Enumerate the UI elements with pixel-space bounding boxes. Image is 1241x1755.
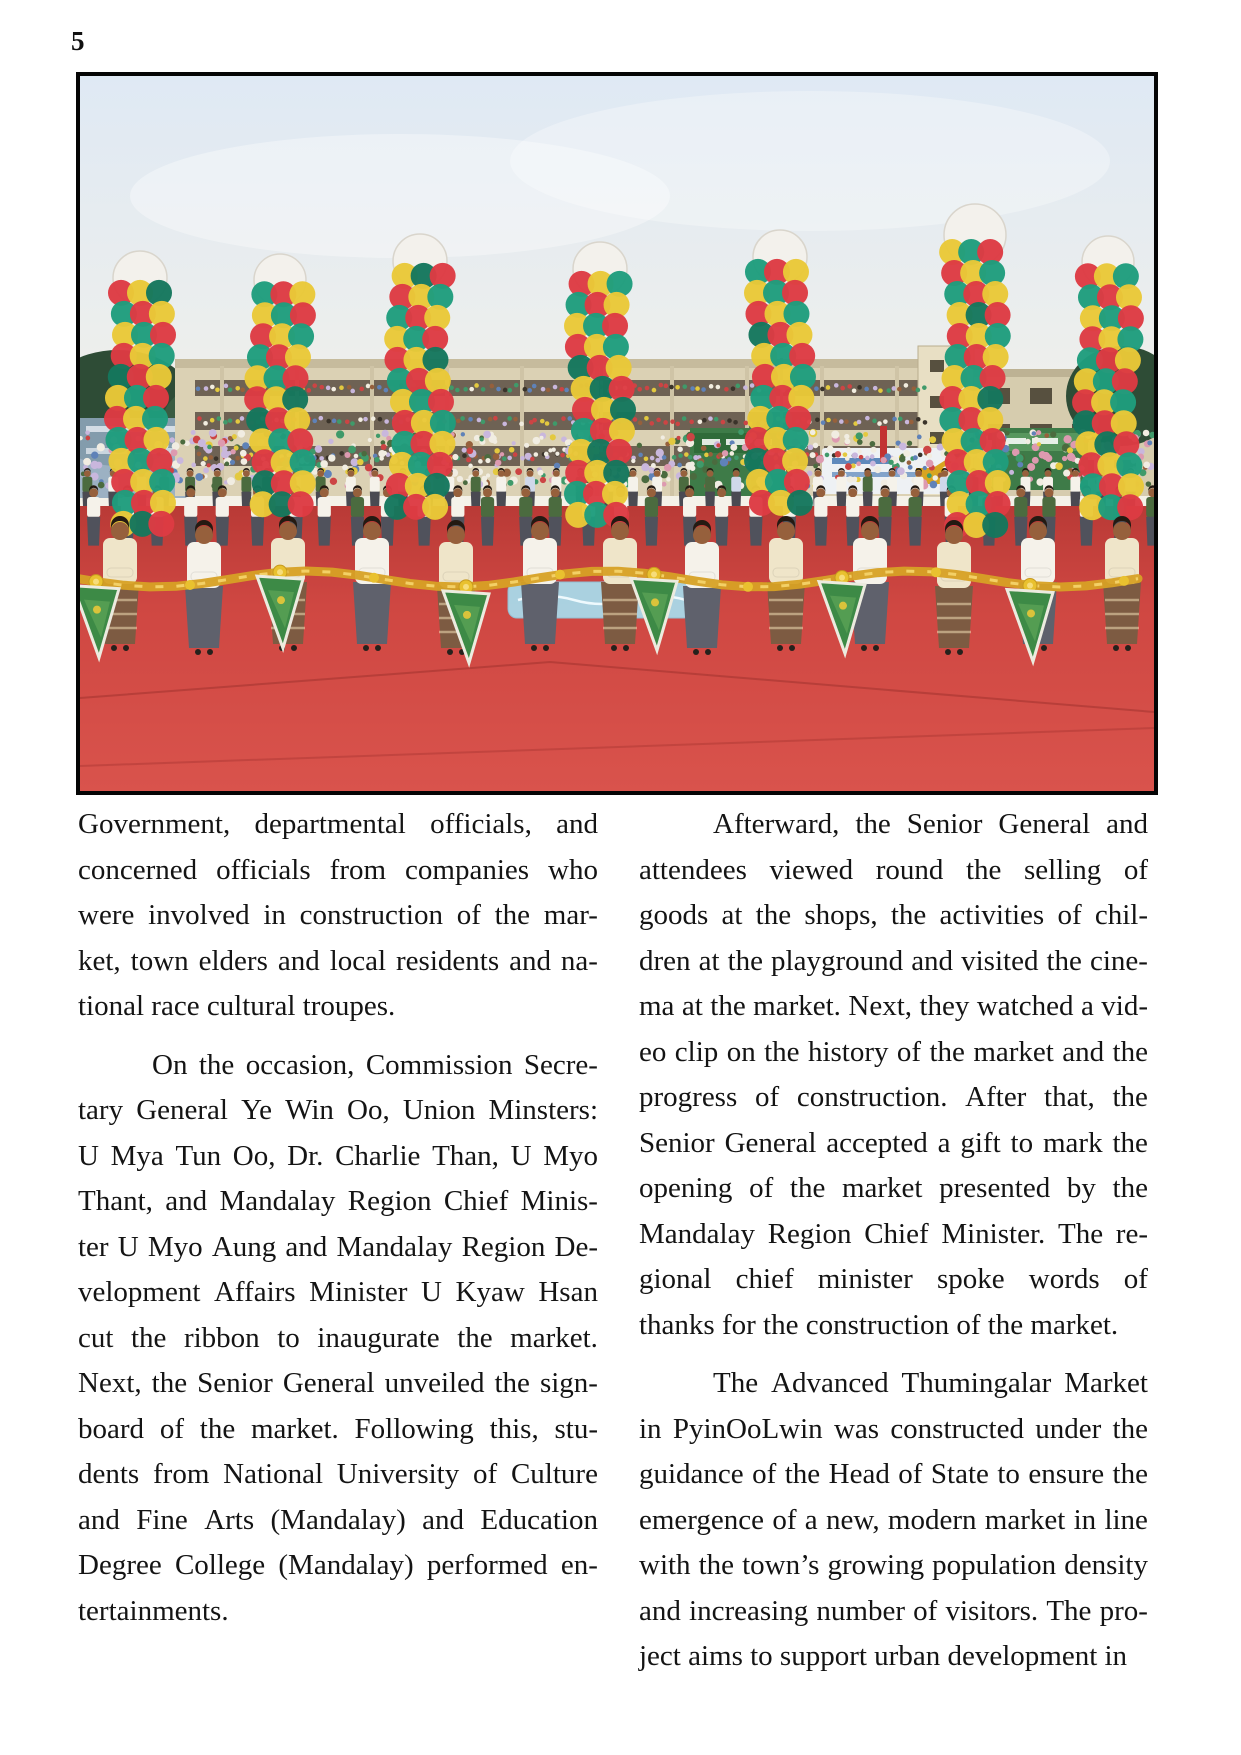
- text-line: On the occasion, Commission Secre-: [152, 1048, 598, 1081]
- text-line: thanks for the construction of the market.: [639, 1308, 1119, 1341]
- text-line: Afterward, the Senior General and: [713, 808, 1148, 840]
- text-line: Degree College (Mandalay) performed en-: [78, 1549, 598, 1581]
- paragraph: [639, 802, 1148, 1348]
- text-line: velopment Affairs Minister U Kyaw Hsan: [78, 1276, 598, 1308]
- text-line: ter U Myo Aung and Mandalay Region De-: [78, 1230, 598, 1263]
- text-line: attendees viewed round the selling of: [639, 853, 1148, 886]
- text-line: goods at the shops, the activities of chil-: [639, 899, 1148, 931]
- text-line: tional race cultural troupes.: [78, 990, 396, 1022]
- cloud: [510, 91, 1110, 231]
- text-line: in PyinOoLwin was constructed under the: [639, 1412, 1148, 1445]
- article-body: [78, 802, 1148, 1693]
- balloon-column: [384, 234, 456, 520]
- text-line: The Advanced Thumingalar Market: [713, 1367, 1148, 1399]
- text-line: and increasing number of visitors. The pro-: [639, 1594, 1148, 1627]
- text-line: guidance of the Head of State to ensure the: [639, 1458, 1148, 1490]
- text-line: concerned officials from companies who: [78, 853, 598, 886]
- text-line: ma at the market. Next, they watched a vid-: [639, 990, 1148, 1022]
- balloon-column: [244, 254, 316, 517]
- text-line: dren at the playground and visited the cine-: [639, 944, 1148, 977]
- text-line: Thant, and Mandalay Region Chief Minis-: [78, 1185, 598, 1217]
- text-line: dents from National University of Culture: [78, 1458, 598, 1490]
- ceremony-photo: [80, 76, 1154, 791]
- text-line: board of the market. Following this, stu-: [78, 1412, 598, 1445]
- text-line: Mandalay Region Chief Minister. The re-: [639, 1217, 1148, 1250]
- balloon-column: [939, 204, 1011, 538]
- article-column-right: [639, 802, 1148, 1693]
- text-line: ket, town elders and local residents and na-: [78, 944, 598, 977]
- sign-glyph: [1006, 438, 1026, 444]
- text-line: progress of construction. After that, the: [639, 1081, 1148, 1113]
- paragraph: [78, 802, 598, 1030]
- text-line: with the town’s growing population density: [639, 1549, 1148, 1581]
- text-line: and Fine Arts (Mandalay) and Education: [78, 1503, 598, 1536]
- tower-window: [930, 360, 944, 372]
- page-number: 5: [71, 26, 85, 56]
- text-line: cut the ribbon to inaugurate the market.: [78, 1321, 598, 1354]
- text-line: Senior General accepted a gift to mark the: [639, 1126, 1148, 1159]
- text-line: eo clip on the history of the market and the: [639, 1035, 1148, 1068]
- paragraph: [78, 1043, 598, 1635]
- balloon-column: [744, 230, 816, 516]
- text-line: gional chief minister spoke words of: [639, 1263, 1148, 1295]
- text-line: tary General Ye Win Oo, Union Minsters:: [78, 1094, 598, 1126]
- article-column-left: [78, 802, 598, 1693]
- text-line: Government, departmental officials, and: [78, 808, 598, 840]
- text-line: opening of the market presented by the: [639, 1172, 1148, 1204]
- photo-frame: [76, 72, 1158, 795]
- paragraph: [639, 1361, 1148, 1680]
- text-line: were involved in construction of the mar-: [78, 899, 598, 931]
- text-line: tertainments.: [78, 1594, 229, 1627]
- text-line: Next, the Senior General unveiled the sign-: [78, 1367, 598, 1399]
- text-line: U Mya Tun Oo, Dr. Charlie Than, U Myo: [78, 1139, 598, 1172]
- text-line: ject aims to support urban development in: [639, 1640, 1128, 1672]
- text-line: emergence of a new, modern market in line: [639, 1503, 1148, 1536]
